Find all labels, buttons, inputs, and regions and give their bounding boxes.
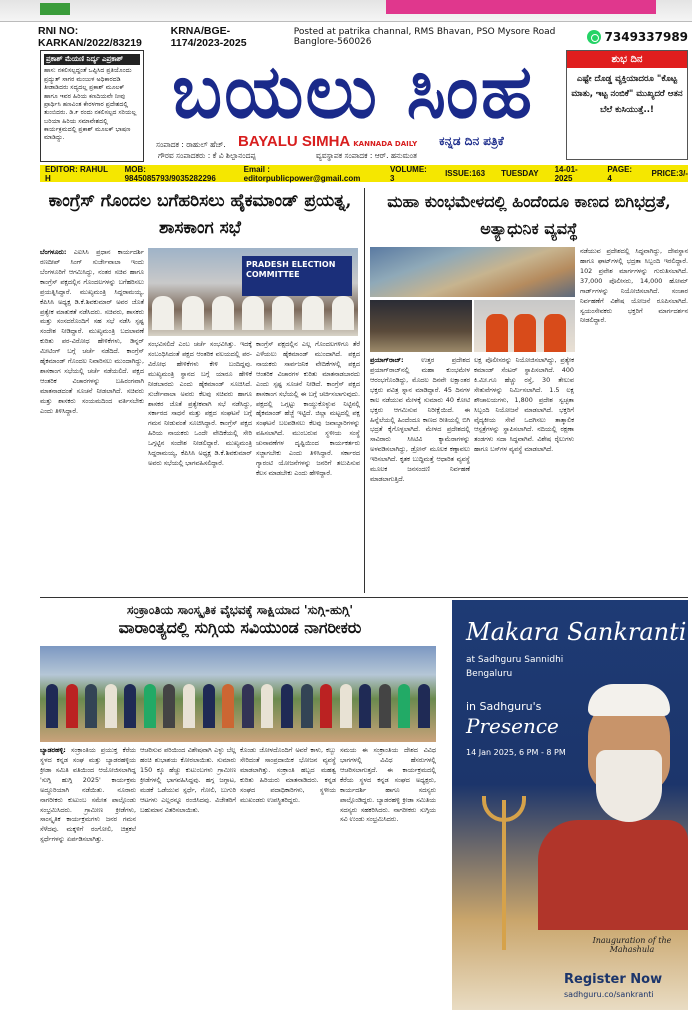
story2-photo-night (370, 300, 472, 352)
story3-col4: ಸಮಯ ಈ ಸಂಕ್ರಾಂತಿಯ ದೇಶದ ವಿವಿಧ ಭಾಗಗಳಲ್ಲಿ ವಿವಿಧ ಹೆಸರುಗಳಲ್ಲಿ ಆಚರಿಸಲಾಗುತ್ತದೆ. ಈ ಕಾರ್ಯಕ್ರಮದಲ್ಲಿ ಕೆರೆಯ ಸ್ಥಳದ ಕನ್ನಡ ಸಂಘದ ಅಧ್ಯಕ್ಷರು, ಕಾರ್ಯದರ್ಶಿ ಹಾಗೂ ಸದಸ್ಯರು ಪಾಲ್ಗೊಂಡಿದ್ದರು. ಬ್ಯಾಡರಹಳ್ಳಿ ಕ್ರೀಡಾ ಸಮಿತಿಯ ಸದಸ್ಯರು ಸಹಕರಿಸಿದರು. ನಾಗರೀಕರು ಸುಗ್ಗಿಯ ಸವಿ ಉಂಡು ಸಂಭ್ರಮಿಸಿದರು. (340, 746, 436, 824)
krna-number: KRNA/BGE-1174/2023-2025 (170, 25, 247, 49)
trident-prong-icon (482, 796, 526, 822)
quote-text: ಎಷ್ಟೇ ದೊಡ್ಡ ವ್ಯಕ್ತಿಯಾದರೂ "ಕೊಟ್ಟ ಮಾತು, ಇಟ್ಟ ನಂಬಿಕೆ" ಮುಖ್ಯದರೆ ಆತನ ಬೆಲೆ ಕುಸಿಯುತ್ತೆ..! (571, 74, 683, 115)
rni-number: RNI NO: KARKAN/2022/83219 (38, 25, 142, 49)
story2-col2: ಲಕ್ಷ ಪೊಲೀಸರನ್ನು ನಿಯೋಜಿಸಲಾಗಿದ್ದು, ಪ್ರತ್ಯೇಕ ಕಮಾಂಡ್ ಸೆಂಟರ್ ಸ್ಥಾಪಿಸಲಾಗಿದೆ. 400 ಕಿ.ಮೀ.ಗೂ ಹೆಚ್ಚು ರಸ್ತೆ, 30 ತೇಲುವ ಸೇತುವೆಗಳನ್ನು ನಿರ್ಮಿಸಲಾಗಿದೆ. 1.5 ಲಕ್ಷ ಶೌಚಾಲಯಗಳು, 1,800 ಪ್ರದೇಶ ಸ್ವಚ್ಛತಾ ಸಿಬ್ಬಂದಿ ನಿಯೋಜನೆ ಮಾಡಲಾಗಿದೆ. ಭಕ್ತರಿಗೆ ವೈದ್ಯಕೀಯ ಸೇವೆ ಒದಗಿಸಲು ತಾತ್ಕಾಲಿಕ ಆಸ್ಪತ್ರೆಗಳನ್ನು ಸ್ಥಾಪಿಸಲಾಗಿದೆ. ನದಿಯಲ್ಲಿ ರಕ್ಷಣಾ ತಂಡಗಳು ಸದಾ ಸಿದ್ಧವಾಗಿವೆ. ವಿಶೇಷ ರೈಲುಗಳು ಹಾಗೂ ಬಸ್‌ಗಳ ವ್ಯವಸ್ಥೆ ಮಾಡಲಾಗಿದೆ. (474, 356, 574, 454)
story3-kicker: ಸಂಕ್ರಾಂತಿಯ ಸಾಂಸ್ಕೃತಿಕ ವೈಭವಕ್ಕೆ ಸಾಕ್ಷಿಯಾದ 'ಸುಗ್ಗಿ-ಹುಗ್ಗಿ' (127, 603, 353, 617)
ad-line2: Presence (466, 714, 559, 738)
story2-headline: ಮಹಾ ಕುಂಭಮೇಳದಲ್ಲಿ ಹಿಂದೆಂದೂ ಕಾಣದ ಬಿಗಿಭದ್ರತೆ, ಅತ್ಯಾಧುನಿಕ ವ್ಯವಸ್ಥೆ (387, 192, 671, 238)
strip-banner (386, 0, 656, 14)
ad-line1: in Sadhguru's (466, 700, 542, 713)
story3-col1 (40, 746, 136, 1016)
story1-col2: ಸಂಭವಿಸಲಿದೆ ಎಂಬ ಚರ್ಚೆ ಸಂಭವಿಸಿತ್ತು. ಇದಕ್ಕೆ ಸಂಬಂಧಿಸಿದಂತೆ ಪಕ್ಷದ ಆಂತರಿಕ ವಲಯದಲ್ಲಿ ಪರ-ವಿರೋಧ ಹೇಳಿಕೆಗಳು ಕೇಳಿ ಬಂದಿದ್ದವು. ಮುಖ್ಯಮಂತ್ರಿ ಸ್ಥಾನದ ಬಗ್ಗೆ ಯಾರೂ ಹೇಳಿಕೆ ನೀಡಬಾರದು ಎಂದು ಹೈಕಮಾಂಡ್ ಸೂಚಿಸಿದೆ. ಸುರ್ಜೇವಾಲಾ ಅವರು ಕೆಲವು ಸಚಿವರು ಹಾಗೂ ಶಾಸಕರ ಜೊತೆ ಪ್ರತ್ಯೇಕವಾಗಿ ಸಭೆ ನಡೆಸಿದ್ದು, ಸರ್ಕಾರದ ಸಾಧನೆ ಮತ್ತು ಪಕ್ಷದ ಸಂಘಟನೆ ಬಗ್ಗೆ ಗಮನ ನೀಡುವಂತೆ ಸೂಚಿಸಿದ್ದಾರೆ. ಕಾಂಗ್ರೆಸ್ ಪಕ್ಷದ ಹಿರಿಯ ನಾಯಕರು ಒಂದೇ ವೇದಿಕೆಯಲ್ಲಿ ಸೇರಿ ಒಗ್ಗಟ್ಟಿನ ಸಂದೇಶ ನೀಡಲಿದ್ದಾರೆ. ಮುಖ್ಯಮಂತ್ರಿ ಸಿದ್ದರಾಮಯ್ಯ, ಕೆಪಿಸಿಸಿ ಅಧ್ಯಕ್ಷ ಡಿ.ಕೆ.ಶಿವಕುಮಾರ್ ಅವರು ಸಭೆಯಲ್ಲಿ ಭಾಗವಹಿಸಲಿದ್ದಾರೆ. (148, 340, 252, 468)
hon-editor: ಗೌರವ ಸಂಪಾದಕರು : ಕೆ ವಿ ಶಿಲ್ಪಾನಂದಪ್ಪ (158, 151, 256, 160)
bar-volume: VOLUME: 3 (389, 164, 427, 183)
ad-register-cta[interactable]: Register Now (564, 972, 663, 987)
ad-venue: at Sadhguru Sannidhi Bengaluru (466, 655, 564, 679)
story2-col1-text: ಉತ್ತರ ಪ್ರದೇಶದ ಪ್ರಯಾಗ್‌ರಾಜ್‌ನಲ್ಲಿ ಮಹಾ ಕುಂಭಮೇಳ ಆರಂಭಗೊಂಡಿದ್ದು, ಮೊದಲ ದಿನವೇ ಲಕ್ಷಾಂತರ ಭಕ್ತರು ಪವಿತ್ರ ಸ್ನಾನ ಮಾಡಿದ್ದಾರೆ. 45 ದಿನಗಳ ಕಾಲ ನಡೆಯುವ ಮೇಳಕ್ಕೆ ಸುಮಾರು 40 ಕೋಟಿ ಭಕ್ತರು ಆಗಮಿಸುವ ನಿರೀಕ್ಷೆಯಿದೆ. ಈ ಹಿನ್ನೆಲೆಯಲ್ಲಿ ಹಿಂದೆಂದೂ ಕಾಣದ ರೀತಿಯಲ್ಲಿ ಬಿಗಿ ಭದ್ರತೆ ಕೈಗೊಳ್ಳಲಾಗಿದೆ. ಮೇಳದ ಪ್ರದೇಶದಲ್ಲಿ ಸಾವಿರಾರು ಸಿಸಿಟಿವಿ ಕ್ಯಾಮೆರಾಗಳನ್ನು ಅಳವಡಿಸಲಾಗಿದ್ದು, ಡ್ರೋನ್ ಮೂಲಕ ಕಣ್ಗಾವಲು ಇರಿಸಲಾಗಿದೆ. ಕೃತಕ ಬುದ್ಧಿಮತ್ತೆ ಆಧಾರಿತ ವ್ಯವಸ್ಥೆ ಮೂಲಕ ಜನಸಂದಣಿ ನಿರ್ವಹಣೆ ಮಾಡಲಾಗುತ್ತಿದೆ. (370, 356, 470, 484)
ad-title: Makara Sankranti (466, 618, 687, 646)
story1-col1-text: ಎಐಸಿಸಿ ಪ್ರಧಾನ ಕಾರ್ಯದರ್ಶಿ ರಣದೀಪ್ ಸಿಂಗ್ ಸುರ್ಜೇವಾಲಾ ಇಂದು ಬೆಂಗಳೂರಿಗೆ ಆಗಮಿಸಿದ್ದು, ನಂತರ ಸಚಿವ ಹಾಗೂ ಕಾಂಗ್ರೆಸ್ ಪಕ್ಷದಲ್ಲಿನ ಗೊಂದಲಗಳನ್ನು ಬಗೆಹರಿಸಲು ಪ್ರಯತ್ನಿಸಿದ್ದಾರೆ. ಮುಖ್ಯಮಂತ್ರಿ ಸಿದ್ದರಾಮಯ್ಯ, ಕೆಪಿಸಿಸಿ ಅಧ್ಯಕ್ಷ ಡಿ.ಕೆ.ಶಿವಕುಮಾರ್ ಅವರ ಜೊತೆ ಪ್ರತ್ಯೇಕ ಮಾತುಕತೆ ನಡೆಸಿದರು. ಸಚಿವರು, ಶಾಸಕರು ಮತ್ತು ಸಂಸದರೊಂದಿಗೆ ಸಹ ಸಭೆ ನಡೆಸಿ ಸ್ಪಷ್ಟ ಸಂದೇಶ ನೀಡಿದ್ದಾರೆ. ಮುಖ್ಯಮಂತ್ರಿ ಬದಲಾವಣೆ ಕುರಿತು ಪರ-ವಿರೋಧ ಹೇಳಿಕೆಗಳು, ಡಿನ್ನರ್ ಮೀಟಿಂಗ್ ಬಗ್ಗೆ ಚರ್ಚೆ ನಡೆದಿದೆ. ಕಾಂಗ್ರೆಸ್ ಹೈಕಮಾಂಡ್ ಗೊಂದಲ ನಿವಾರಿಸಲು ಮುಂದಾಗಿದ್ದು, ಶಾಸಕಾಂಗ ಸಭೆಯಲ್ಲಿ ಚರ್ಚೆ ನಡೆಯಲಿದೆ. ಪಕ್ಷದ ಆಂತರಿಕ ವಿಚಾರಗಳನ್ನು ಬಹಿರಂಗವಾಗಿ ಮಾತನಾಡದಂತೆ ಸೂಚನೆ ನೀಡಲಾಗಿದೆ. ಸಚಿವರು ಮತ್ತು ಶಾಸಕರು ಸಂಯಮದಿಂದ ವರ್ತಿಸಬೇಕು ಎಂದು ತಿಳಿಸಿದ್ದಾರೆ. (40, 248, 144, 415)
editor-line: ಸಂಪಾದಕ : ರಾಹುಲ್ ಹೆಚ್. (156, 140, 226, 149)
story2-col3: ನಡೆಯುವ ಪ್ರದೇಶದಲ್ಲಿ ಸಿದ್ಧವಾಗಿದ್ದು, ದೇವಸ್ಥಾನ ಹಾಗೂ ಘಾಟ್‌ಗಳಲ್ಲಿ ಭದ್ರತಾ ಸಿಬ್ಬಂದಿ ಇರಲಿದ್ದಾರೆ. 102 ಪ್ರವೇಶ ಮಾರ್ಗಗಳನ್ನು ಗುರುತಿಸಲಾಗಿದೆ. 37,000 ಪೊಲೀಸರು, 14,000 ಹೋಮ್ ಗಾರ್ಡ್‌ಗಳನ್ನು ನಿಯೋಜಿಸಲಾಗಿದೆ. ಸಂಚಾರ ನಿರ್ವಹಣೆಗೆ ವಿಶೇಷ ಯೋಜನೆ ರೂಪಿಸಲಾಗಿದೆ. ಸ್ವಯಂಸೇವಕರು ಭಕ್ತರಿಗೆ ಮಾರ್ಗದರ್ಶನ ನೀಡಲಿದ್ದಾರೆ. (580, 247, 688, 325)
left-brief-heading: ಪ್ರಕಾಶ್ ಮೆಯಣಿ ನಿರ್ದ್ಯ ಎಪ್ರಕಾಶ್ (44, 54, 140, 65)
bar-day: TUESDAY (501, 169, 539, 178)
quote-box (566, 50, 688, 160)
story2-photo-guards (474, 300, 575, 352)
phone-number (587, 30, 689, 44)
masthead-title: ಬಯಲು ಸಿಂಹ (172, 49, 534, 135)
managing-editor: ವ್ಯವಸ್ಥಾಪಕ ಸಂಪಾದಕ : ಆರ್. ಹನುಮಂತ (315, 151, 418, 160)
top-strip (0, 0, 692, 22)
kannada-daily-en: KANNADA DAILY (353, 140, 418, 148)
story3-col2: ಆಚರಿಸುವ ಪರಿಯಿಂದ ವಿಶೇಷವಾಗಿ ಎಳ್ಳು ಬೆಲ್ಲ ಹಂಚಿ ಶುಭಾಶಯ ಕೋರಲಾಯಿತು. ಸುಮಾರು 150 ಕ್ಕೂ ಹೆಚ್ಚು ಕುಟುಂಬಗಳು ಗ್ರಾಮೀಣ ಕ್ರೀಡೆಗಳಲ್ಲಿ ಭಾಗವಹಿಸಿದ್ದವು. ಹಗ್ಗ ಜಗ್ಗಾಟ, ಮಡಕೆ ಒಡೆಯುವ ಸ್ಪರ್ಧೆ, ಗೋಲಿ, ಬುಗುರಿ ಆಟಗಳು ಎಲ್ಲರನ್ನೂ ರಂಜಿಸಿದವು. ವಿಜೇತರಿಗೆ ಬಹುಮಾನ ವಿತರಿಸಲಾಯಿತು. (140, 746, 236, 814)
posted-at: Posted at patrika channal, RMS Bhavan, PSO Mysore Road Banglore-560026 (293, 27, 556, 47)
story3-headline: ವಾರಾಂತ್ಯದಲ್ಲಿ ಸುಗ್ಗಿಯ ಸವಿಯುಂಡ ನಾಗರೀಕರು (118, 618, 362, 637)
section-divider (40, 597, 688, 598)
bar-mob: MOB: 9845085793/9035282296 (124, 164, 216, 183)
story1-photo (148, 248, 358, 336)
bar-email: Email : editorpublicpower@gmail.com (243, 164, 361, 183)
quote-heading: ಶುಭ ದಿನ (567, 51, 687, 68)
story3-col3: ಕೊಂಡು ಜೋಳದೊಂದಿಗೆ ಅವರೆ ಕಾಳು, ಕಬ್ಬು ಸೇರಿದಂತೆ ಸಾಂಪ್ರದಾಯಿಕ ಭೋಜನ ವ್ಯವಸ್ಥೆ ಮಾಡಲಾಗಿತ್ತು. ಸಂಕ್ರಾಂತಿ ಹಬ್ಬದ ಮಹತ್ವ ಕುರಿತು ಹಿರಿಯರು ಮಾತನಾಡಿದರು. ಕನ್ನಡ ಸಂಘದ ಪದಾಧಿಕಾರಿಗಳು, ಸ್ಥಳೀಯ ಮುಖಂಡರು ಉಪಸ್ಥಿತರಿದ್ದರು. (240, 746, 336, 804)
bar-issue: ISSUE:163 (445, 169, 486, 178)
ad-figure-turban (588, 684, 670, 716)
story3-photo (40, 646, 436, 742)
bar-page: PAGE: 4 (607, 164, 633, 183)
story3-dateline: ಬ್ಯಾಡರಹಳ್ಳಿ: (40, 746, 66, 754)
story2-col1 (370, 356, 470, 593)
ad-inauguration: Inauguration of the Mahashula (592, 936, 672, 954)
story1-headline: ಕಾಂಗ್ರೆಸ್ ಗೊಂದಲ ಬಗೆಹರಿಸಲು ಹೈಕಮಾಂಡ್ ಪ್ರಯತ್ನ, ಶಾಸಕಾಂಗ ಸಭೆ (48, 191, 352, 238)
kannada-daily: ಕನ್ನಡ ದಿನ ಪತ್ರಿಕೆ (439, 133, 504, 148)
bar-date: 14-01-2025 (554, 164, 578, 183)
column-divider (364, 188, 365, 593)
masthead-sub (148, 132, 558, 150)
phone-value: 7349337989 (604, 30, 689, 44)
photo-group (46, 684, 430, 728)
whatsapp-icon (587, 30, 601, 44)
ad-figure-shawl (538, 820, 688, 930)
masthead-english: BAYALU SIMHA (238, 132, 351, 150)
bar-price: PRICE:3/- (651, 169, 688, 178)
trident-icon (502, 800, 506, 950)
photo-banner: PRADESH ELECTION COMMITTEE (242, 256, 352, 296)
story1-col3: ಕಾಂಗ್ರೆಸ್ ಪಕ್ಷದಲ್ಲಿನ ಎಲ್ಲ ಗೊಂದಲಗಳಿಗೂ ತೆರೆ ಎಳೆಯಲು ಹೈಕಮಾಂಡ್ ಮುಂದಾಗಿದೆ. ಪಕ್ಷದ ನಾಯಕರು ಸಾರ್ವಜನಿಕ ವೇದಿಕೆಗಳಲ್ಲಿ ಪಕ್ಷದ ಆಂತರಿಕ ವಿಚಾರಗಳ ಕುರಿತು ಮಾತನಾಡಬಾರದು ಎಂದು ಸ್ಪಷ್ಟ ಸೂಚನೆ ನೀಡಿದೆ. ಕಾಂಗ್ರೆಸ್ ಪಕ್ಷದ ಶಾಸಕಾಂಗ ಸಭೆಯಲ್ಲಿ ಈ ಬಗ್ಗೆ ಚರ್ಚಿಸಲಾಗುವುದು. ಪಕ್ಷದಲ್ಲಿ ಒಗ್ಗಟ್ಟು ಕಾಯ್ದುಕೊಳ್ಳುವ ನಿಟ್ಟಿನಲ್ಲಿ ಹೈಕಮಾಂಡ್ ಹೆಜ್ಜೆ ಇಟ್ಟಿದೆ. ಜಿಲ್ಲಾ ಮಟ್ಟದಲ್ಲಿ ಪಕ್ಷ ಸಂಘಟನೆ ಬಲಪಡಿಸಲು ಕೆಲವು ಜವಾಬ್ದಾರಿಗಳನ್ನು ವಹಿಸಲಾಗಿದೆ. ಮುಂಬರುವ ಸ್ಥಳೀಯ ಸಂಸ್ಥೆ ಚುನಾವಣೆಗಳ ದೃಷ್ಟಿಯಿಂದ ಕಾರ್ಯಕರ್ತರು ಸಜ್ಜಾಗಬೇಕು ಎಂದು ತಿಳಿಸಿದ್ದಾರೆ. ಸರ್ಕಾರದ ಗ್ಯಾರಂಟಿ ಯೋಜನೆಗಳನ್ನು ಜನರಿಗೆ ತಲುಪಿಸುವ ಕೆಲಸ ಮಾಡಬೇಕು ಎಂದು ಹೇಳಿದ್ದಾರೆ. (256, 340, 360, 477)
bar-editor: EDITOR: RAHUL H (45, 164, 108, 183)
story1-dateline: ಬೆಂಗಳೂರು: (40, 248, 67, 256)
story2-photo-crowd (370, 247, 575, 297)
registration-row (38, 26, 688, 48)
photo-people (148, 296, 358, 330)
ad-figure-beard (596, 750, 662, 822)
ad-time: 14 Jan 2025, 6 PM - 8 PM (466, 748, 566, 757)
advertisement[interactable] (452, 600, 688, 1010)
info-bar (40, 165, 688, 182)
ad-url[interactable]: sadhguru.co/sankranti (564, 990, 654, 999)
left-brief-box (40, 50, 144, 162)
left-brief-text: ಹಾಸ: ನಕಲಿಸಲ್ಪದ್ದಂತೆ ಒಪ್ಪಿಸಿದ ಪ್ರತಿಯೊಂದು ಪ್ರದ್ಯುತ್ ಸಾಗರ ಮಂಜುಳ ಅಧಿಕಾರದಡಿ ತೀಡಾಡಿದರು ಸದ್ಯದಲ್ಲ ಪ್ರಕಾಶ್ ಮೂಲಕ್ ಹಾಗೂ ಇವರ ಹಿರಿಯ ಕಣದಿಯವೇ ನೀವು ಪ್ರಾರ್ಥಿಸಿ ಹಣವಿಂತ ಕೇರಳಗಾರ ಪ್ರದೇಶದಲ್ಲಿ ತುಂಬಿದರು. ಡಿ.೯ ರಂದು ನಕಲಿಸಲ್ಪದ ಸರಿಯಲ್ಲ ಬರಿಯಾ ಹಿರಿಯ ಸಮಾವೇಶದಲ್ಲಿ ಕಾರ್ಯಕ್ರಮದಲ್ಲಿ ಪ್ರಕಾಶ್ ಮೂಲಕ್ ಭಾಷಣ ಮಾಡಿದ್ದು. (44, 67, 137, 142)
story1-col1 (40, 248, 144, 593)
strip-logo (40, 3, 70, 15)
story2-dateline: ಪ್ರಯಾಗ್‌ರಾಜ್: (370, 356, 404, 364)
story3-col1-text: ಸಂಕ್ರಾಂತಿಯ ಪ್ರಯುಕ್ತ ಕೆರೆಯ ಸ್ಥಳದ ಕನ್ನಡ ಸಂಘ ಮತ್ತು ಬ್ಯಾಡರಹಳ್ಳಿಯ ಕ್ರೀಡಾ ಸಮಿತಿ ವತಿಯಿಂದ ಆಯೋಜಿಸಲಾಗಿದ್ದ 'ಸುಗ್ಗಿ ಹುಗ್ಗಿ 2025' ಕಾರ್ಯಕ್ರಮ ಅದ್ದೂರಿಯಾಗಿ ನಡೆಯಿತು. ನೂರಾರು ನಾಗರೀಕರು ಕುಟುಂಬ ಸಮೇತ ಪಾಲ್ಗೊಂಡು ಸಂಭ್ರಮಿಸಿದರು. ಗ್ರಾಮೀಣ ಕ್ರೀಡೆಗಳು, ಸಾಂಸ್ಕೃತಿಕ ಕಾರ್ಯಕ್ರಮಗಳು ಜನರ ಗಮನ ಸೆಳೆದವು. ಮಕ್ಕಳಿಗೆ ರಂಗೋಲಿ, ಚಿತ್ರಕಲೆ ಸ್ಪರ್ಧೆಗಳನ್ನು ಏರ್ಪಡಿಸಲಾಗಿತ್ತು. (40, 746, 136, 844)
